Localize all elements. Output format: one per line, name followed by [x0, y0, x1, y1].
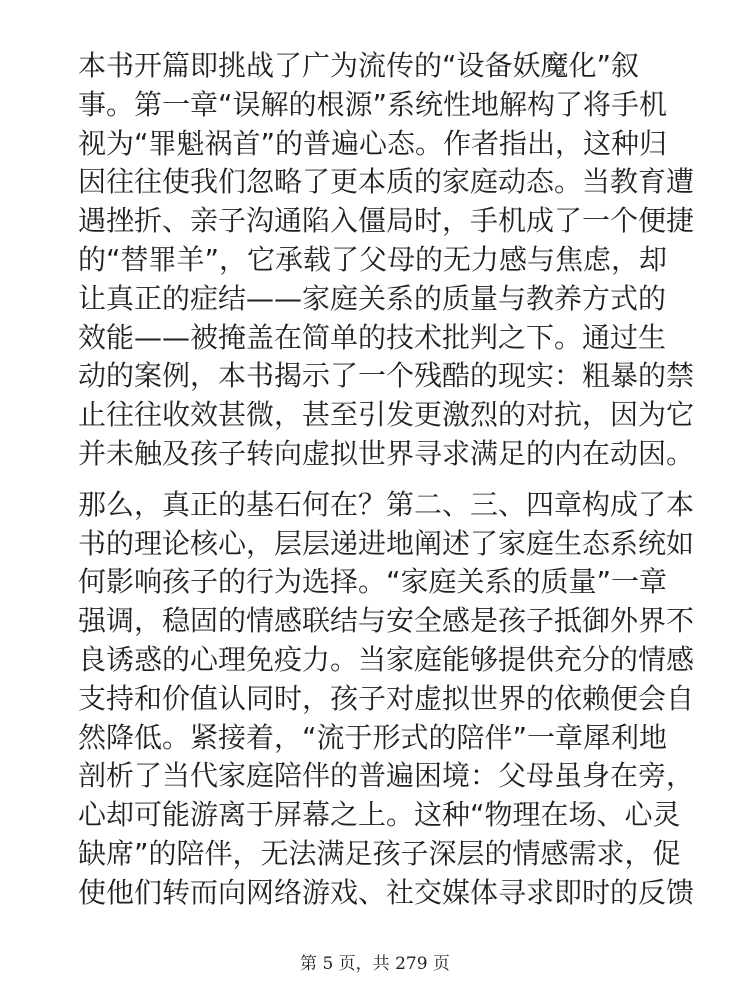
text-line: 书的理论核心，层层递进地阐述了家庭生态系统如 [78, 526, 695, 560]
text-line: 动的案例，本书揭示了一个残酷的现实：粗暴的禁 [78, 359, 695, 393]
text-line: 本书开篇即挑战了广为流传的“设备妖魔化”叙 [78, 49, 640, 82]
text-line: 心却可能游离于屏幕之上。这种“物理在场、心灵 [78, 798, 681, 832]
text-line: 让真正的症结——家庭关系的质量与教养方式的 [78, 281, 667, 315]
text-line: 视为“罪魁祸首”的普遍心态。作者指出，这种归 [78, 126, 668, 160]
text-line: 因往往使我们忽略了更本质的家庭动态。当教育遭 [78, 165, 695, 199]
text-line: 的“替罪羊”，它承载了父母的无力感与焦虑，却 [78, 242, 668, 276]
page-body [78, 47, 695, 913]
text-line: 事。第一章“误解的根源”系统性地解构了将手机 [78, 87, 668, 121]
text-line: 那么，真正的基石何在？第二、三、四章构成了本 [78, 487, 695, 521]
paragraph-1 [78, 47, 695, 474]
text-line: 效能——被掩盖在简单的技术批判之下。通过生 [78, 320, 667, 354]
text-line: 遇挫折、亲子沟通陷入僵局时，手机成了一个便捷 [78, 204, 695, 238]
text-line: 强调，稳固的情感联结与安全感是孩子抵御外界不 [78, 604, 695, 638]
text-line: 缺席”的陪伴，无法满足孩子深层的情感需求，促 [78, 836, 681, 870]
text-line: 然降低。紧接着，“流于形式的陪伴”一章犀利地 [78, 720, 668, 754]
paragraph-2 [78, 486, 695, 913]
text-line: 良诱惑的心理免疫力。当家庭能够提供充分的情感 [78, 642, 695, 676]
text-line: 并未触及孩子转向虚拟世界寻求满足的内在动因。 [78, 436, 695, 470]
text-line: 止往往收效甚微，甚至引发更激烈的对抗，因为它 [78, 398, 695, 432]
page-number-footer: 第 5 页，共 279 页 [300, 954, 450, 974]
text-line: 支持和价值认同时，孩子对虚拟世界的依赖便会自 [78, 681, 695, 715]
text-line: 使他们转而向网络游戏、社交媒体寻求即时的反馈 [78, 875, 695, 909]
text-line: 何影响孩子的行为选择。“家庭关系的质量”一章 [78, 565, 668, 599]
text-line: 剖析了当代家庭陪伴的普遍困境：父母虽身在旁， [78, 759, 695, 793]
